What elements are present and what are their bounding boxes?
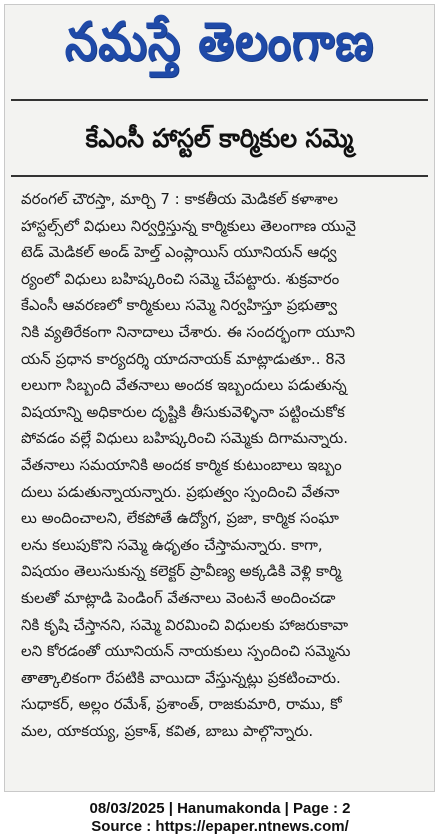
- headline: కేఎంసీ హాస్టల్ కార్మికుల సమ్మె: [85, 124, 354, 154]
- article-line: లని కోరడంతో యూనియన్ నాయకులు స్పందించి సమ్మెను: [21, 642, 351, 661]
- article-line: విషయాన్ని అధికారుల దృష్టికి తీసుకువెళ్ళినా పట్టించుకోక: [21, 402, 345, 421]
- article-line: సుధాకర్, అల్లం రమేశ్, ప్రశాంత్, రాజకుమారి, రాము, కో: [21, 695, 342, 714]
- article-line: లు అందించాలని, లేకపోతే ఉద్యోగ, ప్రజా, కార్మిక సంఘా: [21, 509, 339, 528]
- article-line: మల, యాకయ్య, ప్రకాశ్, కవిత, బాబు పాల్గొన్నారు.: [21, 721, 314, 740]
- article-line: తాత్కాలికంగా రేపటికి వాయిదా వేస్తున్నట్లు ప్రకటించారు.: [21, 668, 341, 687]
- article-line: వేతనాలు సమయానికి అందక కార్మిక కుటుంబాలు ఇబ్బం: [21, 455, 342, 474]
- divider-top: [11, 99, 428, 101]
- article-line: నికి వ్యతిరేకంగా నినాదాలు చేశారు. ఈ సందర్భంగా యూని: [21, 322, 356, 341]
- article-line: ర్యంలో విధులు బహిష్కరించి సమ్మె చేపట్టారు. శుక్రవారం: [21, 269, 340, 288]
- article-line: విషయం తెలుసుకున్న కలెక్టర్ ప్రావీణ్య అక్కడికి వెళ్లి కార్మి: [21, 562, 342, 581]
- article-line: లలుగా సిబ్బంది వేతనాలు అందక ఇబ్బందులు పడుతున్న: [21, 376, 347, 395]
- footer-date-line: 08/03/2025 | Hanumakonda | Page : 2: [89, 800, 351, 817]
- article-line: కులతో మాట్లాడి పెండింగ్ వేతనాలు వెంటనే అందించడా: [21, 588, 336, 607]
- headline-block: [5, 119, 434, 165]
- masthead: [5, 5, 434, 91]
- article-line: నికి కృషి చేస్తానని, సమ్మె విరమించి విధులకు హాజరుకావా: [21, 615, 349, 634]
- article-line: లను కలుపుకొని సమ్మె ఉధృతం చేస్తామన్నారు. కాగా,: [21, 535, 323, 554]
- masthead-title: నమస్తే తెలంగాణ: [64, 10, 375, 73]
- divider-bottom: [11, 175, 428, 177]
- article-line: దులు పడుతున్నాయన్నారు. ప్రభుత్వం స్పందించి వేతనా: [21, 482, 340, 501]
- article-line: యన్ ప్రధాన కార్యదర్శి యాదనాయక్ మాట్లాడుతూ.. 8నె: [21, 349, 346, 368]
- article-body: [21, 186, 424, 744]
- newspaper-clipping: [4, 4, 435, 792]
- article-line: హాస్టల్స్‌లో విధులు నిర్వర్తిస్తున్న కార్మికులు తెలంగాణ యునై: [21, 216, 357, 235]
- article-line: టెడ్ మెడికల్ అండ్ హెల్త్ ఎంప్లాయిస్ యూనియన్ ఆధ్వ: [21, 243, 337, 262]
- article-line: పోవడం వల్లే విధులు బహిష్కరించి సమ్మెకు దిగామన్నారు.: [21, 429, 348, 448]
- footer-source-line: Source : https://epaper.ntnews.com/: [91, 818, 349, 835]
- article-line: వరంగల్ చౌరస్తా, మార్చి 7 : కాకతీయ మెడికల్ కళాశాల: [21, 190, 339, 208]
- article-line: కేఎంసీ ఆవరణలో కార్మికులు సమ్మె నిర్వహిస్తూ ప్రభుత్వా: [21, 296, 338, 315]
